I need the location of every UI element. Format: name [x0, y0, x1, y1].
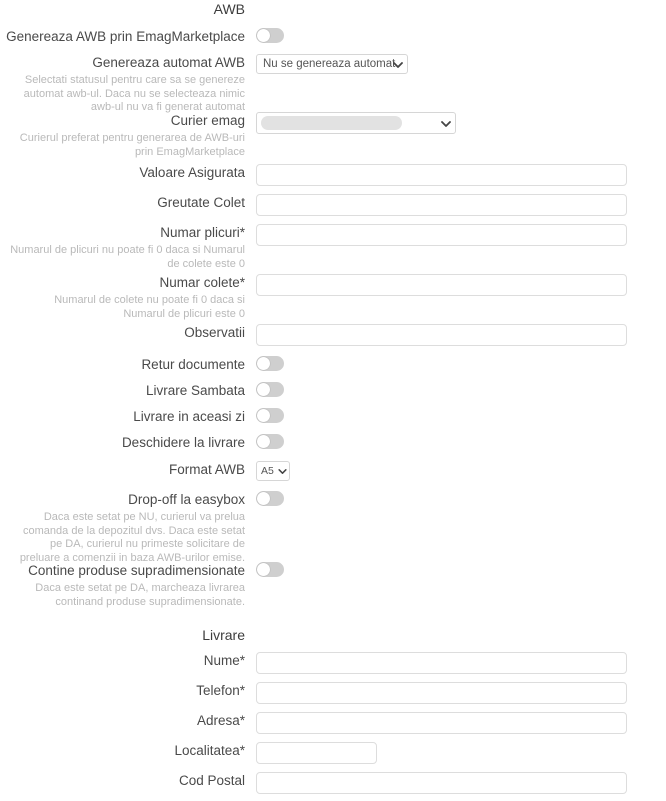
- label-curier-emag-col: [0, 112, 245, 159]
- field-retur-documente: [245, 356, 666, 374]
- field-adresa: [245, 712, 666, 734]
- field-livrare-sambata: [245, 382, 666, 400]
- field-livrare-in-aceasi-zi: [245, 408, 666, 426]
- label-localitatea: Localitatea*: [174, 743, 245, 758]
- label-cod-postal-col: [0, 772, 245, 789]
- field-drop-off-la-easybox: [245, 491, 666, 509]
- awb-section-title: AWB: [213, 1, 245, 17]
- toggle-knob: [257, 409, 270, 422]
- help-numar-plicuri: Numarul de plicuri nu poate fi 0 daca si Numarul de colete este 0: [10, 244, 245, 270]
- input-nume[interactable]: [256, 652, 627, 674]
- field-contine-produse-supradimensionate: [245, 562, 666, 580]
- livrare-section-header-row: [0, 626, 666, 644]
- label-contine-produse-supradimensionate: Contine produse supradimensionate: [28, 563, 245, 578]
- label-nume: Nume*: [203, 653, 245, 668]
- label-contine-produse-supradimensionate-col: [0, 562, 245, 609]
- input-adresa[interactable]: [256, 712, 627, 734]
- label-genereaza-automat-awb: Genereaza automat AWB: [92, 55, 245, 70]
- input-localitatea[interactable]: [256, 742, 377, 764]
- toggle-knob: [257, 357, 270, 370]
- label-localitatea-col: [0, 742, 245, 759]
- label-format-awb-col: [0, 461, 245, 478]
- row-cod-postal: [0, 772, 666, 794]
- label-livrare-sambata-col: [0, 382, 245, 399]
- field-greutate-colet: [245, 194, 666, 216]
- label-valoare-asigurata: Valoare Asigurata: [139, 165, 245, 180]
- field-nume: [245, 652, 666, 674]
- label-livrare-in-aceasi-zi-col: [0, 408, 245, 425]
- label-livrare-sambata: Livrare Sambata: [145, 383, 245, 398]
- row-livrare-sambata: [0, 382, 666, 400]
- label-observatii: Observatii: [184, 325, 245, 340]
- input-numar-plicuri[interactable]: [256, 224, 627, 246]
- label-cod-postal: Cod Postal: [178, 773, 245, 788]
- toggle-knob: [257, 383, 270, 396]
- row-format-awb: [0, 461, 666, 481]
- label-drop-off-la-easybox-col: [0, 491, 245, 565]
- row-localitatea: [0, 742, 666, 764]
- label-greutate-colet: Greutate Colet: [157, 195, 245, 210]
- label-numar-plicuri: Numar plicuri*: [160, 225, 245, 240]
- help-numar-colete: Numarul de colete nu poate fi 0 daca si Numarul de plicuri este 0: [54, 294, 245, 320]
- row-observatii: [0, 324, 666, 346]
- loading-skeleton-bar: [261, 116, 402, 130]
- field-valoare-asigurata: [245, 164, 666, 186]
- toggle-contine-produse-supradimensionate[interactable]: [256, 562, 284, 577]
- row-greutate-colet: [0, 194, 666, 216]
- input-greutate-colet[interactable]: [256, 194, 627, 216]
- row-adresa: [0, 712, 666, 734]
- row-nume: [0, 652, 666, 674]
- row-genereaza-awb-prin-emag: [0, 28, 666, 46]
- label-drop-off-la-easybox: Drop-off la easybox: [128, 492, 245, 507]
- toggle-livrare-sambata[interactable]: [256, 382, 284, 397]
- select-genereaza-automat-awb-value: Nu se genereaza automat: [263, 58, 396, 70]
- row-genereaza-automat-awb: [0, 54, 666, 115]
- row-retur-documente: [0, 356, 666, 374]
- label-livrare-in-aceasi-zi: Livrare in aceasi zi: [133, 409, 245, 424]
- toggle-drop-off-la-easybox[interactable]: [256, 491, 284, 506]
- field-genereaza-awb-prin-emag: [245, 28, 666, 46]
- row-numar-colete: [0, 274, 666, 321]
- help-genereaza-automat-awb: Selectati statusul pentru care sa se genereze automat awb-ul. Daca nu se selecteaza nimic awb-ul nu va fi generat automat: [23, 74, 245, 113]
- row-deschidere-la-livrare: [0, 434, 666, 452]
- row-numar-plicuri: [0, 224, 666, 271]
- row-curier-emag: [0, 112, 666, 159]
- field-localitatea: [245, 742, 666, 764]
- label-telefon: Telefon*: [196, 683, 245, 698]
- row-drop-off-la-easybox: [0, 491, 666, 565]
- row-telefon: [0, 682, 666, 704]
- label-nume-col: [0, 652, 245, 669]
- label-genereaza-awb-prin-emag: Genereaza AWB prin EmagMarketplace: [6, 29, 245, 44]
- field-numar-colete: [245, 274, 666, 296]
- chevron-down-icon: [393, 62, 401, 67]
- input-valoare-asigurata[interactable]: [256, 164, 627, 186]
- select-format-awb-value: A5: [261, 465, 274, 477]
- toggle-retur-documente[interactable]: [256, 356, 284, 371]
- label-retur-documente: Retur documente: [141, 357, 245, 372]
- row-valoare-asigurata: [0, 164, 666, 186]
- label-numar-colete-col: [0, 274, 245, 321]
- awb-section-header-row: [0, 0, 666, 18]
- label-genereaza-automat-awb-col: [0, 54, 245, 115]
- select-genereaza-automat-awb[interactable]: [256, 54, 408, 74]
- toggle-knob: [257, 492, 270, 505]
- chevron-down-icon: [278, 469, 286, 474]
- input-telefon[interactable]: [256, 682, 627, 704]
- label-retur-documente-col: [0, 356, 245, 373]
- label-format-awb: Format AWB: [168, 462, 245, 477]
- input-cod-postal[interactable]: [256, 772, 627, 794]
- label-deschidere-la-livrare-col: [0, 434, 245, 451]
- label-numar-colete: Numar colete*: [159, 275, 245, 290]
- label-adresa-col: [0, 712, 245, 729]
- field-telefon: [245, 682, 666, 704]
- chevron-down-icon: [441, 121, 449, 126]
- select-curier-emag[interactable]: [256, 112, 456, 134]
- field-observatii: [245, 324, 666, 346]
- label-telefon-col: [0, 682, 245, 699]
- livrare-section-title: Livrare: [202, 627, 245, 643]
- label-genereaza-awb-prin-emag-col: [0, 28, 245, 45]
- field-genereaza-automat-awb: [245, 54, 666, 74]
- label-numar-plicuri-col: [0, 224, 245, 271]
- field-format-awb: [245, 461, 666, 481]
- row-livrare-in-aceasi-zi: [0, 408, 666, 426]
- toggle-knob: [257, 435, 270, 448]
- row-contine-produse-supradimensionate: [0, 562, 666, 609]
- label-greutate-colet-col: [0, 194, 245, 211]
- field-cod-postal: [245, 772, 666, 794]
- field-curier-emag: [245, 112, 666, 134]
- toggle-deschidere-la-livrare[interactable]: [256, 434, 284, 449]
- select-format-awb[interactable]: [256, 461, 290, 481]
- toggle-genereaza-awb-prin-emag[interactable]: [256, 28, 284, 43]
- label-adresa: Adresa*: [196, 713, 245, 728]
- label-observatii-col: [0, 324, 245, 341]
- input-observatii[interactable]: [256, 324, 627, 346]
- toggle-knob: [257, 29, 270, 42]
- help-contine-produse-supradimensionate: Daca este setat pe DA, marcheaza livrarea continand produse supradimensionate.: [35, 582, 245, 608]
- label-valoare-asigurata-col: [0, 164, 245, 181]
- help-curier-emag: Curierul preferat pentru generarea de AWB-uri prin EmagMarketplace: [19, 132, 245, 158]
- toggle-livrare-in-aceasi-zi[interactable]: [256, 408, 284, 423]
- help-drop-off-la-easybox: Daca este setat pe NU, curierul va prelua comanda de la depozitul dvs. Daca este setat pe DA, curierul nu primeste solicitare de preluare a comenzii in baza AWB-urilor emise.: [19, 511, 245, 564]
- field-numar-plicuri: [245, 224, 666, 246]
- input-numar-colete[interactable]: [256, 274, 627, 296]
- label-curier-emag: Curier emag: [170, 113, 245, 128]
- field-deschidere-la-livrare: [245, 434, 666, 452]
- label-deschidere-la-livrare: Deschidere la livrare: [121, 435, 245, 450]
- toggle-knob: [257, 563, 270, 576]
